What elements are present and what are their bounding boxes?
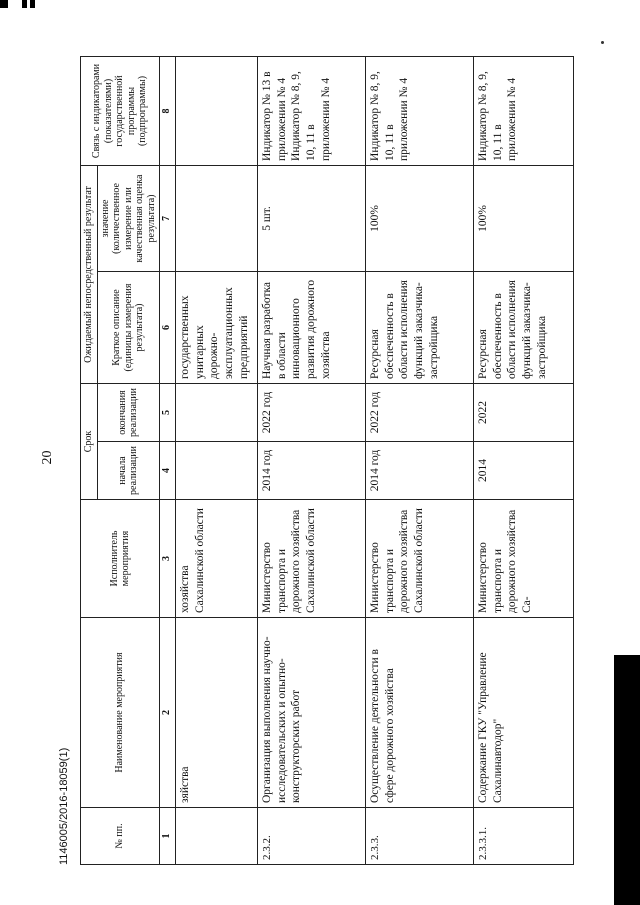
row-executor: Министерство транспорта и дорожного хозяйства Сахалинской области [257, 500, 365, 618]
row-num [175, 808, 257, 865]
header-link: Связь с индикаторами (показателями) государственной программы (подпрограммы) [81, 56, 160, 165]
row-name: Содержание ГКУ "Управление Сахалинавтодор" [473, 618, 573, 808]
index-cell: 2 [160, 618, 176, 808]
row-link: Индикатор № 8, 9, 10, 11 в приложении № 4 [365, 56, 473, 165]
row-end: 2022 год [257, 384, 365, 442]
row-executor: Министерство транспорта и дорожного хозяйства Са- [473, 500, 573, 618]
program-table [80, 56, 574, 865]
header-term: Срок [81, 384, 98, 500]
row-executor: хозяйства Сахалинской области [175, 500, 257, 618]
index-cell: 3 [160, 500, 176, 618]
page-number: 20 [40, 450, 55, 465]
row-end: 2022 год [365, 384, 473, 442]
index-cell: 7 [160, 165, 176, 271]
row-end: 2022 [473, 384, 573, 442]
row-executor: Министерство транспорта и дорожного хозяйства Сахалинской области [365, 500, 473, 618]
header-num: № пп. [81, 808, 160, 865]
row-value [175, 165, 257, 271]
header-result-desc: Краткое описание (единицы измерения результата) [97, 272, 160, 384]
header-result: Ожидаемый непосредственный результат [81, 165, 98, 383]
header-name: Наименование мероприятия [81, 618, 160, 808]
document-footer: 1146005/2016-18059(1) [58, 747, 70, 865]
index-cell: 6 [160, 272, 176, 384]
scan-edge-bar [614, 655, 640, 905]
row-num: 2.3.2. [257, 808, 365, 865]
row-link [175, 56, 257, 165]
row-name: Осуществление деятельности в сфере дорожного хозяйства [365, 618, 473, 808]
index-cell: 1 [160, 808, 176, 865]
row-desc: Ресурсная обеспеченность в области исполнения функций заказчика-застройщика [365, 272, 473, 384]
header-executor: Исполнитель мероприятия [81, 500, 160, 618]
row-name: Организация выполнения научно-исследовательских и опытно-конструкторских работ [257, 618, 365, 808]
row-end [175, 384, 257, 442]
header-term-start: начала реализации [97, 442, 160, 500]
table-row [473, 56, 573, 864]
row-value: 100% [365, 165, 473, 271]
top-scan-marks [0, 0, 640, 14]
row-start: 2014 год [365, 442, 473, 500]
row-link: Индикатор № 13 в приложении № 4 Индикатор № 8, 9, 10, 11 в приложении № 4 [257, 56, 365, 165]
scan-speck [601, 41, 604, 44]
row-desc: Научная разработка в области инновационного развития дорожного хозяйства [257, 272, 365, 384]
row-value: 100% [473, 165, 573, 271]
row-start: 2014 [473, 442, 573, 500]
header-term-end: окончания реализации [97, 384, 160, 442]
row-start [175, 442, 257, 500]
row-start: 2014 год [257, 442, 365, 500]
table-row [365, 56, 473, 864]
row-name: зяйства [175, 618, 257, 808]
rotated-page [40, 50, 580, 865]
table-row [257, 56, 365, 864]
row-num: 2.3.3.1. [473, 808, 573, 865]
row-link: Индикатор № 8, 9, 10, 11 в приложении № 4 [473, 56, 573, 165]
index-cell: 5 [160, 384, 176, 442]
row-desc: государственных унитарных дорожно-эксплуатационных предприятий [175, 272, 257, 384]
row-num: 2.3.3. [365, 808, 473, 865]
index-cell: 4 [160, 442, 176, 500]
table-row [175, 56, 257, 864]
row-value: 5 шт. [257, 165, 365, 271]
row-desc: Ресурсная обеспеченность в области исполнения функций заказчика-застройщика [473, 272, 573, 384]
index-cell: 8 [160, 56, 176, 165]
header-result-value: значение (количественное измерение или качественная оценка результата) [97, 165, 160, 271]
